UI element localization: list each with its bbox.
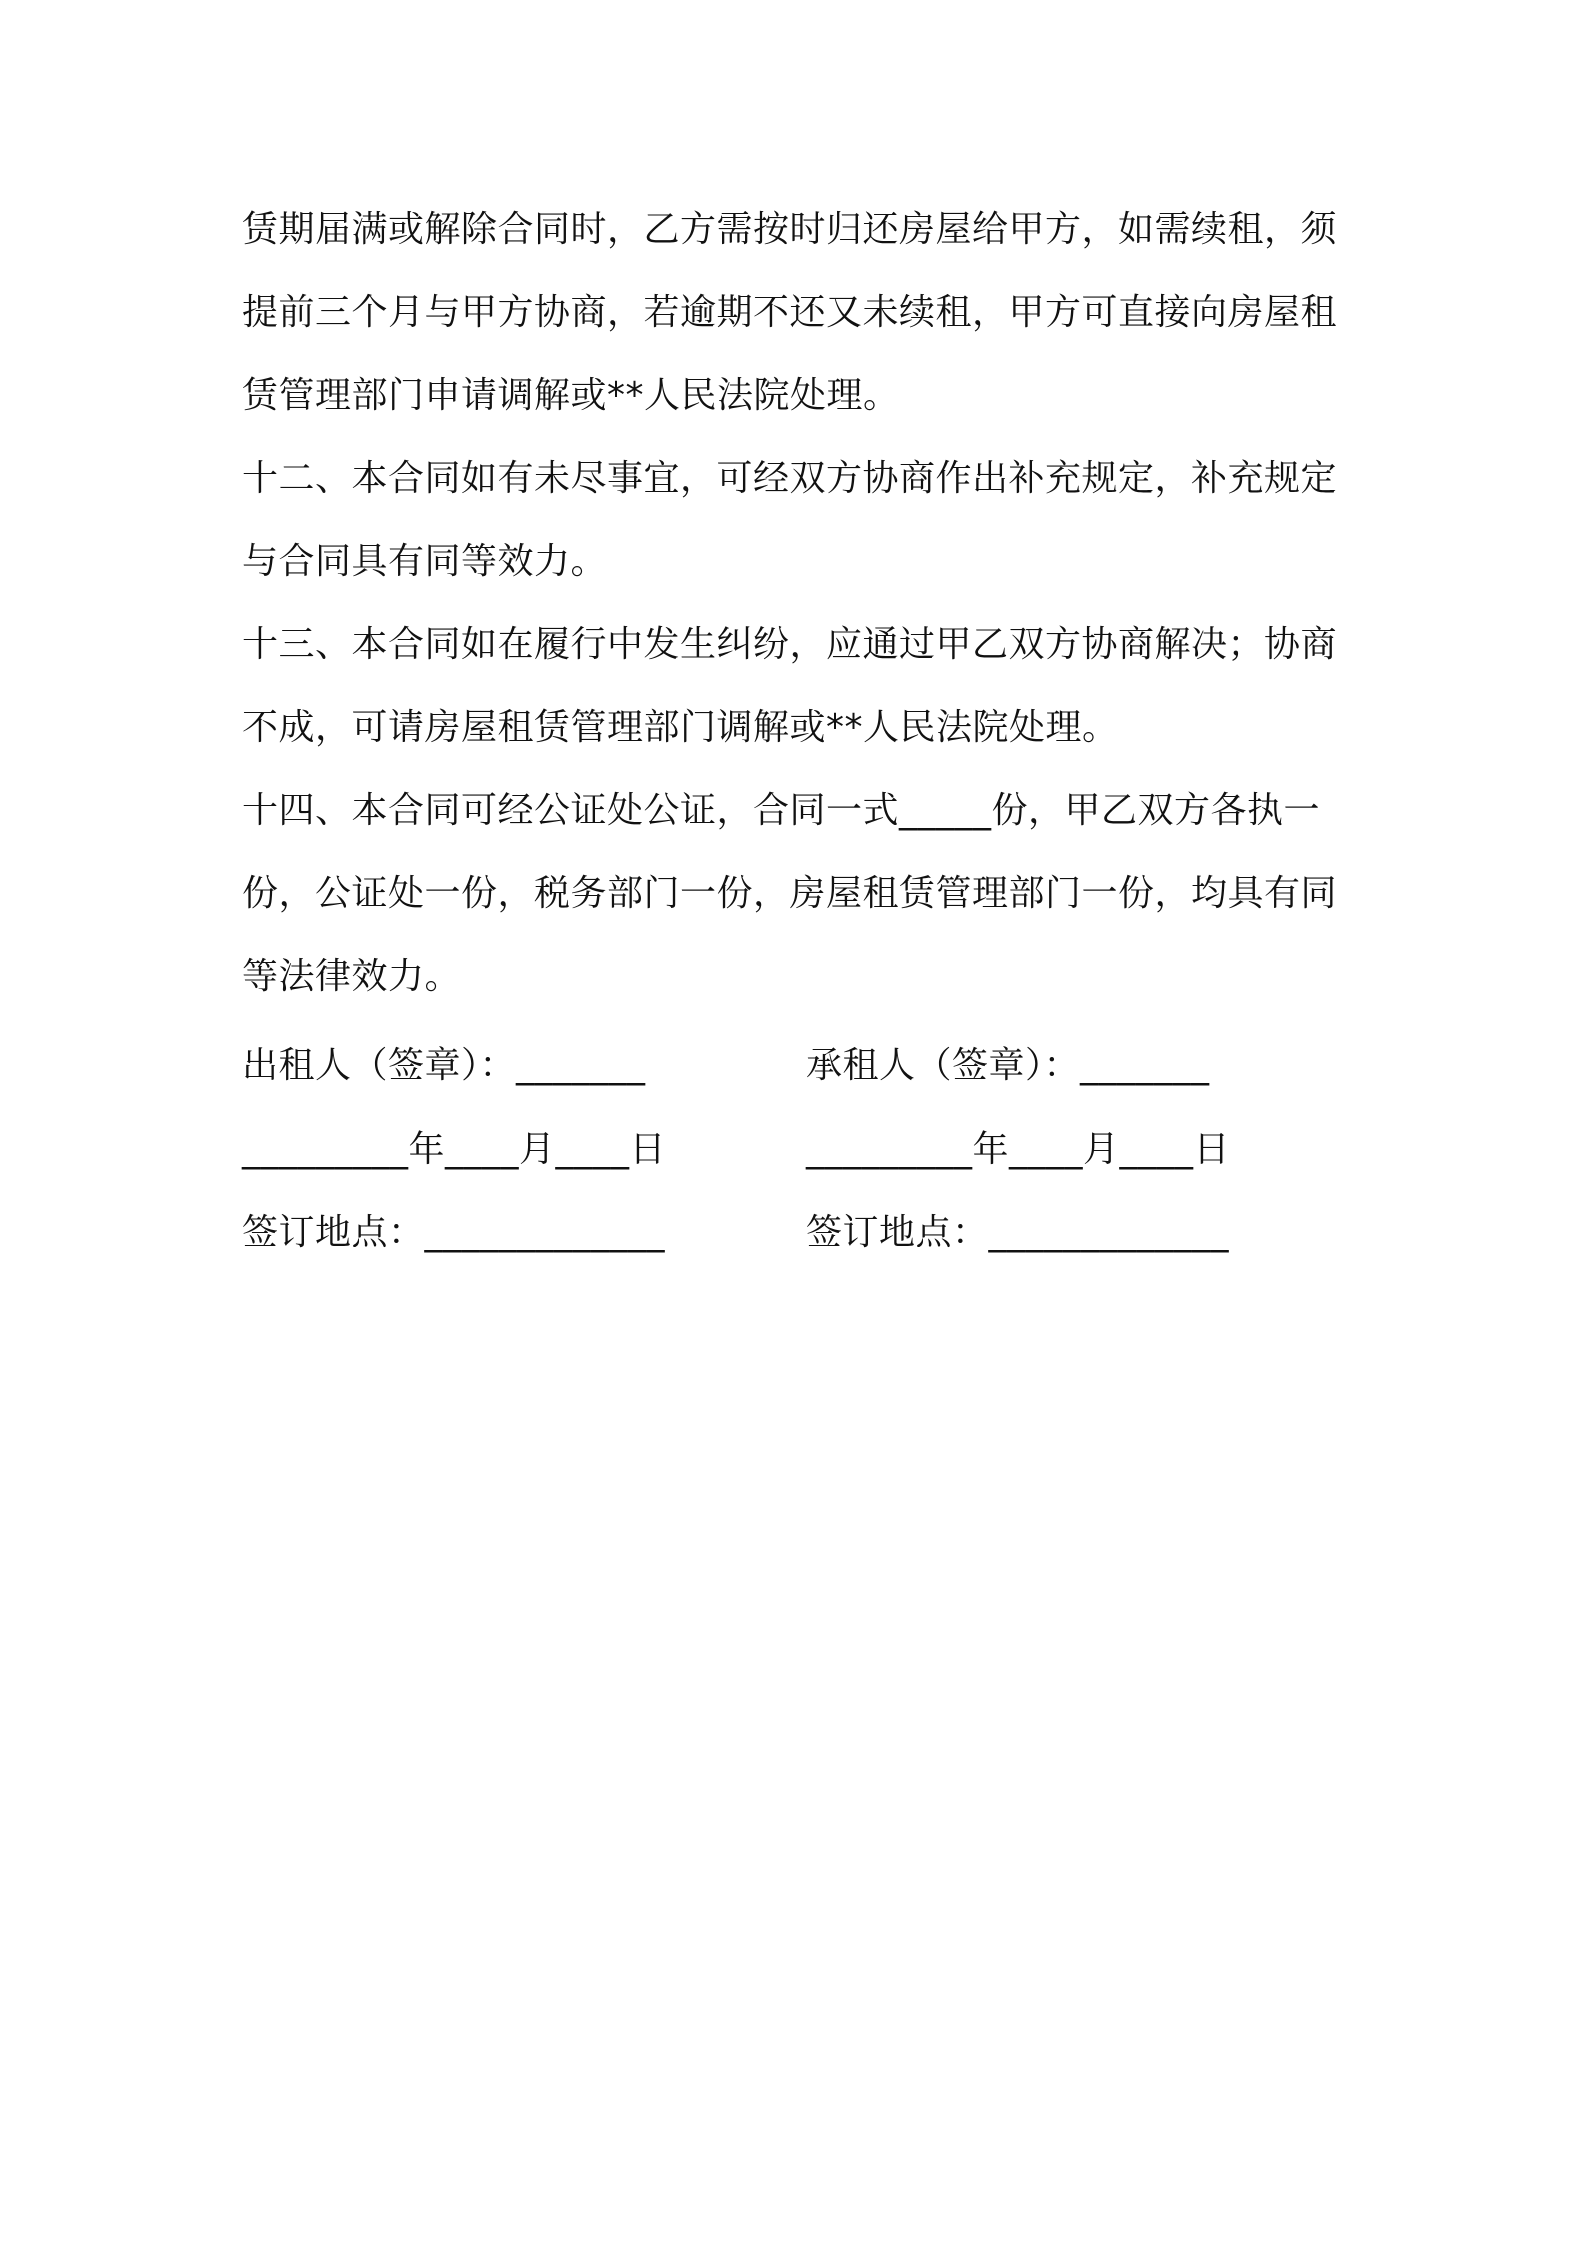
paragraph-line: 提前三个月与甲方协商，若逾期不还又未续租，甲方可直接向房屋租 bbox=[242, 292, 1338, 333]
clause-12-line: 与合同具有同等效力。 bbox=[242, 541, 608, 582]
clause-14-line: 十四、本合同可经公证处公证，合同一式_____份，甲乙双方各执一 bbox=[242, 790, 1321, 831]
lessor-signature-field: 出租人（签章）：_______ bbox=[242, 1045, 646, 1086]
clause-13-line: 不成，可请房屋租赁管理部门调解或**人民法院处理。 bbox=[242, 707, 1119, 748]
clause-12-line: 十二、本合同如有未尽事宜，可经双方协商作出补充规定，补充规定 bbox=[242, 458, 1338, 499]
lessee-signature-field: 承租人（签章）：_______ bbox=[806, 1045, 1210, 1086]
paragraph-line: 赁期届满或解除合同时，乙方需按时归还房屋给甲方，如需续租，须 bbox=[242, 209, 1338, 250]
clause-13-line: 十三、本合同如在履行中发生纠纷，应通过甲乙双方协商解决；协商 bbox=[242, 624, 1338, 665]
clause-14-line: 等法律效力。 bbox=[242, 956, 462, 997]
lessee-place-field: 签订地点：_____________ bbox=[806, 1212, 1230, 1253]
lessor-place-field: 签订地点：_____________ bbox=[242, 1212, 666, 1253]
lessor-date-field: _________年____月____日 bbox=[242, 1129, 666, 1170]
paragraph-line: 赁管理部门申请调解或**人民法院处理。 bbox=[242, 375, 900, 416]
clause-14-line: 份，公证处一份，税务部门一份，房屋租赁管理部门一份，均具有同 bbox=[242, 873, 1338, 914]
lessee-date-field: _________年____月____日 bbox=[806, 1129, 1230, 1170]
